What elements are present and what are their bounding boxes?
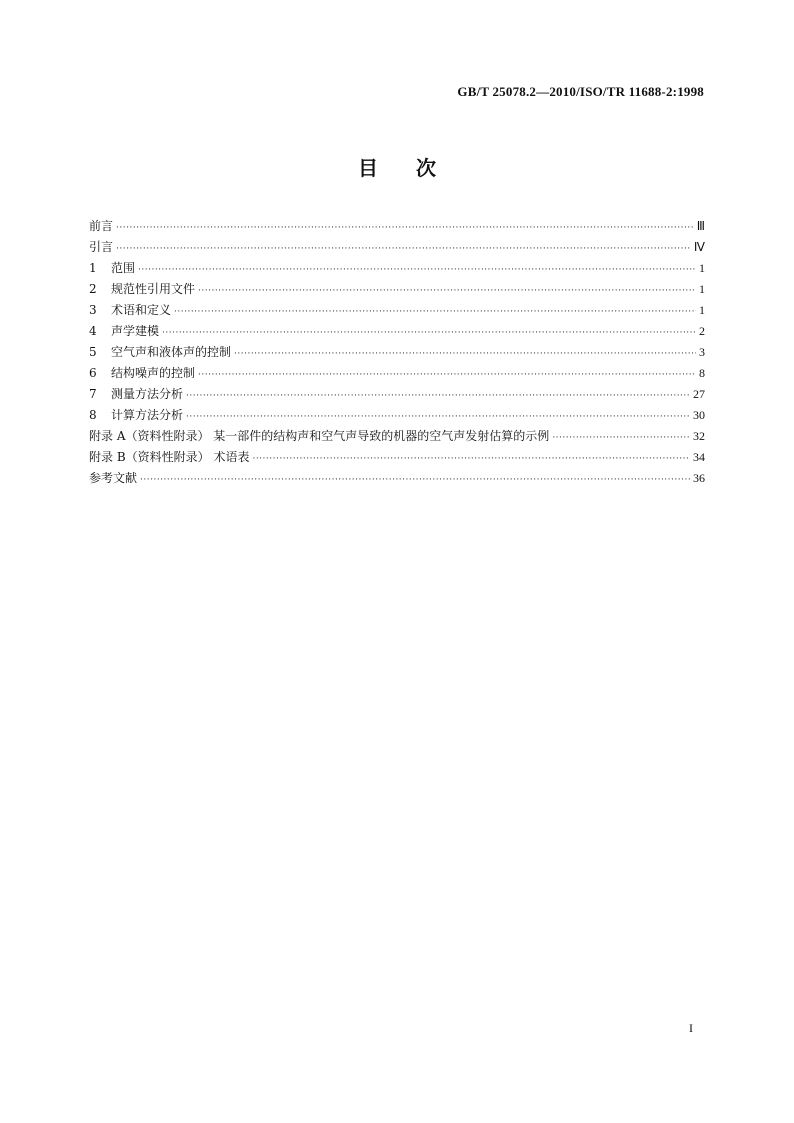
toc-entry-page: Ⅲ [696,219,705,233]
toc-entry-foreword[interactable] [89,216,705,237]
toc-entry-page: Ⅳ [693,240,705,254]
toc-entry-page: 32 [693,429,705,443]
toc-entry-title: 结构噪声的控制 [111,366,196,380]
toc-entry-title: 空气声和液体声的控制 [111,345,232,359]
toc-leader-dots [186,386,690,407]
toc-entry-introduction[interactable] [89,237,705,258]
toc-entry-page: 1 [699,303,705,317]
toc-entry-normative-references[interactable] [89,279,705,300]
toc-entry-page: 2 [699,324,705,338]
toc-entry-page: 34 [693,450,705,464]
toc-entry-bibliography[interactable] [89,468,705,489]
toc-entry-title: 前言 [89,219,114,233]
toc-entry-title: 测量方法分析 [111,387,184,401]
toc-entry-number: 4 [89,324,97,338]
toc-entry-scope[interactable] [89,258,705,279]
toc-entry-page: 27 [693,387,705,401]
toc-entry-number: 6 [89,366,97,380]
toc-leader-dots [116,239,691,260]
toc-leader-dots [116,218,694,239]
toc-entry-number: 1 [89,261,97,275]
toc-entry-title: 参考文献 [89,471,138,485]
toc-leader-dots [162,323,696,344]
toc-entry-title: 附录 B（资料性附录） 术语表 [89,450,250,464]
toc-entry-title: 术语和定义 [111,303,172,317]
table-of-contents [89,216,705,489]
toc-entry-number: 7 [89,387,97,401]
standard-code: GB/T 25078.2—2010/ISO/TR 11688-2:1998 [457,84,704,99]
toc-entry-number: 8 [89,408,97,422]
toc-entry-airborne-liquid-sound[interactable] [89,342,705,363]
page-title [0,152,794,181]
toc-entry-number: 3 [89,303,97,317]
toc-entry-title: 计算方法分析 [111,408,184,422]
toc-entry-terms-definitions[interactable] [89,300,705,321]
toc-leader-dots [186,407,690,428]
toc-entry-page: 36 [693,471,705,485]
toc-leader-dots [234,344,696,365]
toc-leader-dots [140,470,690,491]
title-char-2: 次 [416,156,436,180]
toc-leader-dots [552,428,690,449]
toc-entry-title: 范围 [111,261,136,275]
toc-entry-structure-borne-noise[interactable] [89,363,705,384]
toc-entry-annex-b[interactable] [89,447,705,468]
toc-entry-page: 1 [699,261,705,275]
toc-leader-dots [138,260,696,281]
toc-entry-page: 30 [693,408,705,422]
toc-entry-number: 5 [89,345,97,359]
toc-entry-page: 8 [699,366,705,380]
toc-leader-dots [198,281,696,302]
toc-entry-measurement-methods[interactable] [89,384,705,405]
toc-leader-dots [252,449,690,470]
toc-entry-page: 1 [699,282,705,296]
toc-entry-calculation-methods[interactable] [89,405,705,426]
toc-entry-title: 声学建模 [111,324,160,338]
toc-entry-title: 附录 A（资料性附录） 某一部件的结构声和空气声导致的机器的空气声发射估算的示例 [89,429,550,443]
title-char-1: 目 [358,156,378,180]
toc-leader-dots [198,365,696,386]
toc-entry-number: 2 [89,282,97,296]
toc-entry-annex-a[interactable] [89,426,705,447]
toc-leader-dots [174,302,696,323]
page-number: I [689,1021,693,1035]
toc-entry-page: 3 [699,345,705,359]
toc-entry-title: 引言 [89,240,114,254]
toc-entry-acoustic-modelling[interactable] [89,321,705,342]
toc-entry-title: 规范性引用文件 [111,282,196,296]
